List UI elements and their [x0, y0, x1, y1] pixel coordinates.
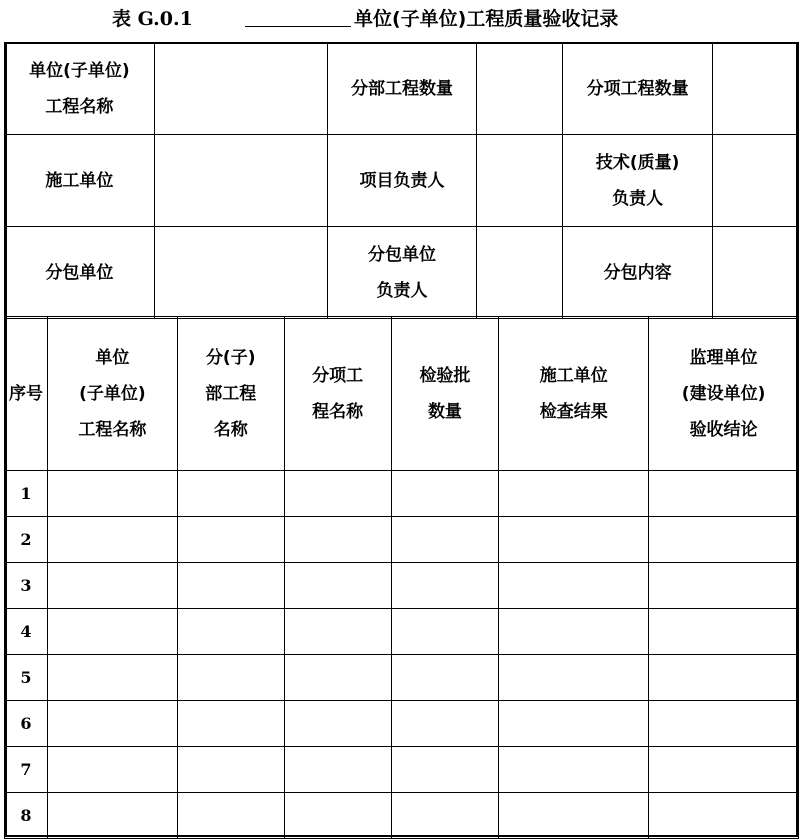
col-header-sub-name: 分(子) 部工程 名称: [177, 317, 284, 471]
table-number: 表 G.0.1: [112, 8, 193, 30]
col-header-batch-count: 检验批 数量: [391, 317, 499, 471]
row-seq: 8: [5, 793, 48, 839]
label-contractor: 施工单位: [5, 135, 155, 227]
row-seq: 4: [5, 609, 48, 655]
row-seq: 2: [5, 517, 48, 563]
label-tech-manager: 技术(质量) 负责人: [563, 135, 713, 227]
label-item-project-count: 分项工程数量: [563, 43, 713, 135]
row-seq: 6: [5, 701, 48, 747]
row-seq: 3: [5, 563, 48, 609]
col-header-contractor-result: 施工单位 检查结果: [499, 317, 649, 471]
title-blank-line[interactable]: [245, 26, 351, 27]
col-header-unit-name: 单位 (子单位) 工程名称: [47, 317, 177, 471]
row-seq: 5: [5, 655, 48, 701]
label-subcontract-content: 分包内容: [563, 227, 713, 319]
table-outer-frame: [5, 42, 798, 837]
col-header-supervisor-conclusion: 监理单位 (建设单位) 验收结论: [649, 317, 799, 471]
col-header-seq: 序号: [5, 317, 48, 471]
label-project-manager: 项目负责人: [327, 135, 477, 227]
row-seq: 7: [5, 747, 48, 793]
label-unit-project-name: 单位(子单位) 工程名称: [5, 43, 155, 135]
row-seq: 1: [5, 471, 48, 517]
title-text: 单位(子单位)工程质量验收记录: [354, 8, 619, 30]
label-subcontractor-manager: 分包单位 负责人: [327, 227, 477, 319]
page-title: [0, 2, 804, 32]
label-subcontractor: 分包单位: [5, 227, 155, 319]
col-header-item-name: 分项工 程名称: [284, 317, 391, 471]
label-sub-project-count: 分部工程数量: [327, 43, 477, 135]
